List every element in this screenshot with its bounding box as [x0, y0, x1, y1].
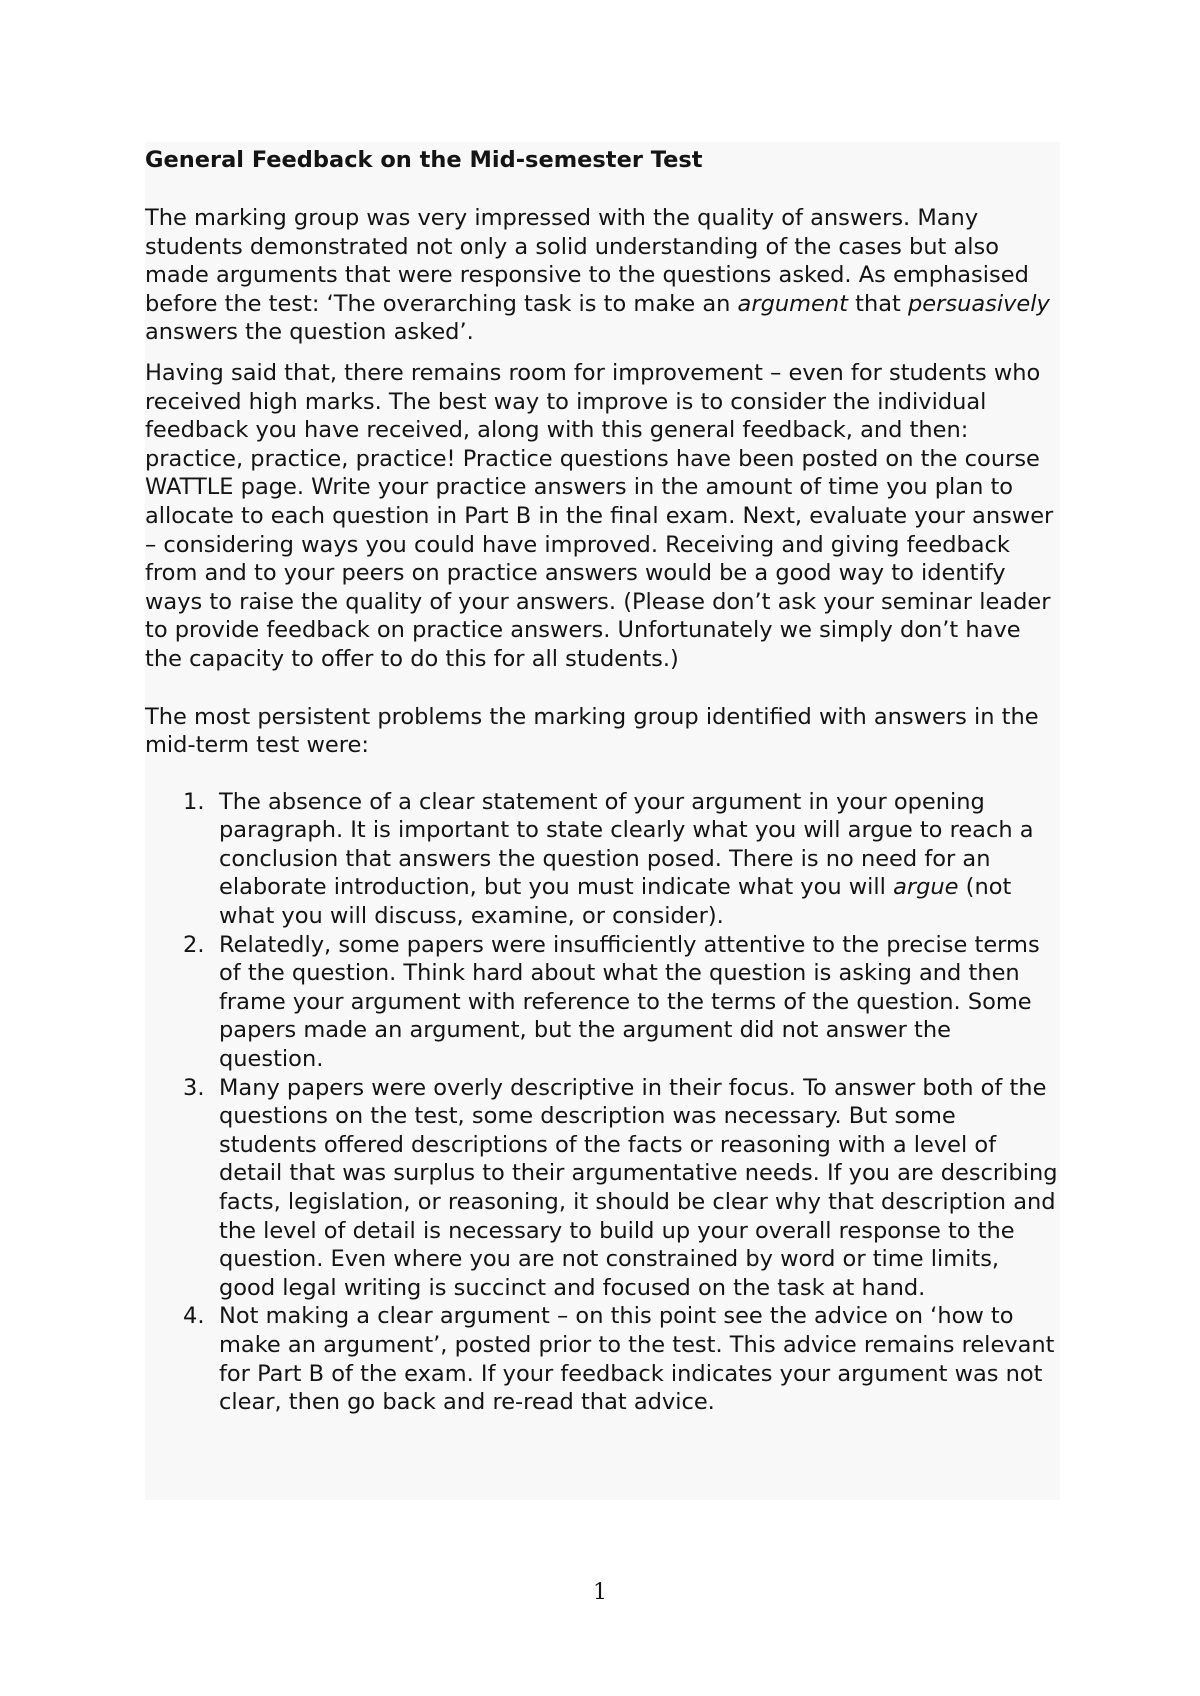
- list-item: [145, 1302, 1060, 1416]
- intro-text-b: that: [847, 290, 908, 317]
- document-title: General Feedback on the Mid-semester Test: [145, 147, 703, 173]
- list-number: 4.: [183, 1303, 205, 1330]
- list-item-text: The absence of a clear statement of your argument in your opening paragraph. It is important to state clearly what you will argue to reach a conclusion that answers the question posed. There is no need for an elaborate introduction, but you must indicate what you will: [219, 788, 1034, 901]
- page-number: 1: [593, 1580, 607, 1605]
- intro-text-c: answers the question asked’.: [145, 319, 474, 346]
- intro-emphasis-argument: argument: [737, 290, 848, 317]
- list-number: 2.: [183, 931, 205, 958]
- list-number: 1.: [183, 788, 205, 815]
- list-item-emphasis: argue: [893, 874, 959, 901]
- list-item-text: Many papers were overly descriptive in their focus. To answer both of the questions on the test, some description was necessary. But some students offered descriptions of the facts or reasoning with a level of detail that was surplus to their argumentative needs. If you are describing facts, legislation, or reasoning, it should be clear why that description and the level of detail is necessary to build up your overall response to the question. Even where you are not constrained by word or time limits, good legal writing is succinct and focused on the task at hand.: [219, 1074, 1058, 1301]
- spacer: [145, 178, 1060, 204]
- intro-emphasis-persuasively: persuasively: [907, 290, 1050, 317]
- list-item-text: (not what you will discuss, examine, or consider).: [219, 874, 1012, 930]
- list-item: [145, 1074, 1060, 1303]
- document-body: [145, 142, 1060, 1500]
- intro-text-a: The marking group was very impressed with the quality of answers. Many students demonstrated not only a solid understanding of the cases but also made arguments that were responsive to the questions asked. As emphasised before the test: ‘The overarching task is to make an: [145, 205, 1029, 317]
- list-item: [145, 788, 1060, 931]
- paragraph-problems-intro: The most persistent problems the marking group identified with answers in the mid-term test were:: [145, 703, 1039, 759]
- list-number: 3.: [183, 1074, 205, 1101]
- list-item-text: Not making a clear argument – on this point see the advice on ‘how to make an argument’, posted prior to the test. This advice remains relevant for Part B of the exam. If your feedback indicates your argument was not clear, then go back and re-read that advice.: [219, 1303, 1055, 1416]
- problems-list: [145, 788, 1060, 1417]
- paragraph-intro: [145, 204, 1060, 347]
- paragraph-improvement: Having said that, there remains room for improvement – even for students who received high marks. The best way to improve is to consider the individual feedback you have received, along with this general feedback, and then: practice, practice, practice! Practice questions have been posted on the course WATTLE page. Write your practice answers in the amount of time you plan to allocate to each question in Part B in the final exam. Next, evaluate your answer – considering ways you could have improved. Receiving and giving feedback from and to your peers on practice answers would be a good way to identify ways to raise the quality of your answers. (Please don’t ask your seminar leader to provide feedback on practice answers. Unfortunately we simply don’t have the capacity to offer to do this for all students.): [145, 359, 1054, 672]
- list-item-text: Relatedly, some papers were insufficiently attentive to the precise terms of the question. Think hard about what the question is asking and then frame your argument with reference to the terms of the question. Some papers made an argument, but the argument did not answer the question.: [219, 931, 1040, 1073]
- list-item: [145, 931, 1060, 1074]
